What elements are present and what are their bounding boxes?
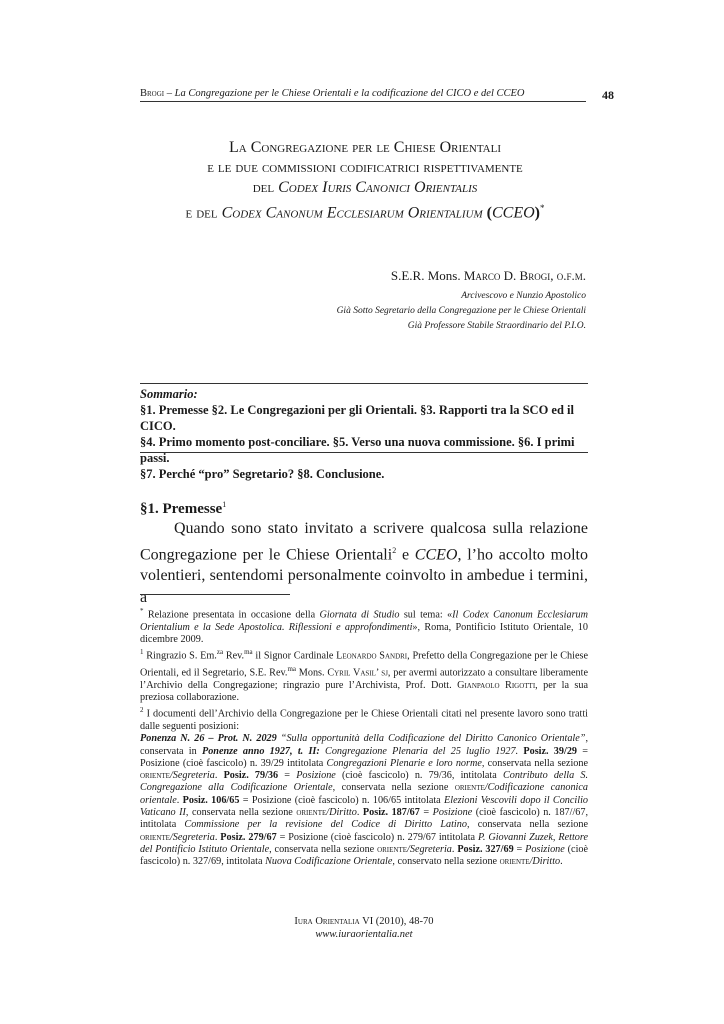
summary-label: Sommario: <box>140 387 198 401</box>
footnote-ref-2: 2 <box>392 545 397 555</box>
footer-url-text[interactable]: www.iuraorientalia.net <box>315 929 413 940</box>
fn-text: », Roma, Pontificio Istituto Orientale, 10 dicembre 2009. <box>140 621 588 645</box>
author-name: Marco D. Brogi <box>463 268 551 283</box>
title-line-2: e le due commissioni codificatrici rispettivamente <box>207 159 523 176</box>
fn-smallcaps: oriente <box>499 856 530 868</box>
fn-italic: /Segreteria <box>169 831 215 843</box>
fn-smallcaps: Leonardo Sandri <box>336 650 408 662</box>
fn-text: . <box>214 831 221 843</box>
fn-text: , conservata nella sezione <box>332 782 455 794</box>
fn-italic: Posizione <box>525 843 565 855</box>
author-order: , o.f.m. <box>550 268 586 283</box>
title-line-3-italic: Codex Iuris Canonici Orientalis <box>278 179 478 196</box>
footnote-1-mark: 1 <box>140 648 144 657</box>
title-abbreviation: CCEO <box>491 204 535 222</box>
fn-text: = Posizione (cioè fascicolo) n. 106/65 intitolata <box>239 794 445 806</box>
page-number: 48 <box>602 88 614 102</box>
fn-text: , conservata nella sezione <box>185 807 297 819</box>
fn-text: = Posizione (cioè fascicolo) n. 39/29 intitolata <box>140 745 589 769</box>
fn-italic: “Sulla opportunità della Codificazione del Diritto Canonico Orientale” <box>276 733 586 745</box>
fn-text: = <box>513 843 526 855</box>
title-line-4-prefix: e del <box>185 204 222 222</box>
footnote-2 <box>140 704 588 868</box>
running-header <box>140 88 614 102</box>
fn-text: il Signor Cardinale <box>252 650 337 662</box>
fn-text: (cioè fascicolo) n. 327/69, intitolata <box>140 843 589 868</box>
fn-text: , conservato nella sezione <box>392 856 500 868</box>
fn-text: . <box>356 807 363 819</box>
fn-italic: P. Giovanni Zuzek, Rettore del Pontificio Istituto Orientale <box>140 831 588 855</box>
summary-bottom-rule <box>140 452 588 453</box>
paragraph-1-text-c: , l’ho accolto molto volentieri, sentendomi personalmente coinvolto in ambedue i termini, a <box>140 545 588 606</box>
footnote-star <box>140 605 588 646</box>
fn-text: = <box>278 770 297 782</box>
fn-italic: /Diritto <box>529 856 561 868</box>
fn-text: , conservata nella sezione <box>269 843 378 855</box>
paragraph-1-italic: CCEO <box>414 545 458 563</box>
header-rule <box>140 101 586 102</box>
author-affiliation-3: Già Professore Stabile Straordinario del P.I.O. <box>407 321 586 331</box>
fn-text: (cioè fascicolo) n. 187//67, intitolata <box>140 807 589 831</box>
fn-text: sul tema: « <box>399 609 453 621</box>
fn-italic: Congregazioni Plenarie e loro norme, <box>326 757 485 769</box>
footnote-1 <box>140 646 588 704</box>
summary <box>140 386 590 482</box>
footnotes <box>140 605 588 869</box>
footnote-star-mark: * <box>140 607 144 615</box>
fn-italic: /Segreteria <box>407 843 452 855</box>
fn-text: (cioè fascicolo) n. 79/36, intitolata <box>335 770 503 782</box>
footer-journal: Iura Orientalia <box>294 916 360 927</box>
fn-text: , conservata nella sezione <box>466 819 588 831</box>
summary-line-2: §4. Primo momento post-conciliare. §5. Verso una nuova commissione. §6. I primi passi. <box>140 435 575 465</box>
article-title <box>110 138 620 223</box>
title-line-1: La Congregazione per le Chiese Orientali <box>229 139 501 156</box>
fn-bold: Ponenza N. 26 – Prot. N. 2029 <box>140 733 277 745</box>
title-line-4-italic: Codex Canonum Ecclesiarum Orientalium <box>221 204 483 222</box>
footer-url[interactable] <box>140 928 588 941</box>
summary-line-3: §7. Perché “pro” Segretario? §8. Conclusione. <box>140 467 385 481</box>
fn-text: Rev. <box>223 650 245 662</box>
fn-sup: ma <box>244 648 253 657</box>
author-affiliation-1: Arcivescovo e Nunzio Apostolico <box>461 291 586 301</box>
fn-text: = Posizione (cioè fascicolo) n. 279/67 intitolata <box>276 831 478 843</box>
fn-bold: Posiz. 79/36 <box>223 770 279 782</box>
title-line-3 <box>110 178 620 198</box>
fn-italic: Contributo della S. Congregazione alla Codificazione Orientale <box>140 770 589 794</box>
fn-smallcaps: oriente <box>140 770 170 782</box>
fn-bold: Ponenze anno 1927, t. II: <box>201 745 320 757</box>
fn-italic: /Codificazione canonica orientale <box>140 782 588 806</box>
fn-text: , per la sua preziosa collaborazione. <box>140 679 588 703</box>
section-footnote-ref: 1 <box>222 500 227 509</box>
fn-italic: Commissione per la revisione del Codice di Diritto Latino <box>184 819 467 831</box>
fn-text: Mons. <box>296 667 328 679</box>
fn-sup: za <box>216 648 224 657</box>
fn-smallcaps: oriente <box>296 807 327 819</box>
footnote-2-mark: 2 <box>140 706 144 715</box>
fn-text: , Prefetto della Congregazione per le Chiese Orientali, ed il Segretario, S.E. Rev. <box>140 650 588 679</box>
fn-bold: Posiz. 327/69 <box>457 843 514 855</box>
fn-text: Ringrazio S. Em. <box>143 650 217 662</box>
fn-bold: Posiz. 279/67 <box>220 831 277 843</box>
fn-smallcaps: Gianpaolo Rigotti <box>457 679 536 691</box>
title-line-3-prefix: del <box>252 179 279 196</box>
summary-top-rule <box>140 383 588 384</box>
fn-sup: ma <box>287 664 297 673</box>
fn-text: , conservata in <box>140 733 588 757</box>
fn-text: . <box>560 856 563 868</box>
fn-text: . <box>451 843 458 855</box>
title-paren-open: ( <box>482 204 492 222</box>
fn-italic: /Diritto <box>326 807 357 819</box>
fn-text: . <box>176 794 183 806</box>
fn-smallcaps: Cyril Vasil’ sj <box>327 667 388 679</box>
fn-text: = <box>419 807 433 819</box>
header-dash: – <box>164 88 175 99</box>
fn-italic: Posizione <box>296 770 336 782</box>
fn-italic: Giornata di Studio <box>319 609 400 621</box>
fn-italic: Il Codex Canonum Ecclesiarum Orientalium e la Sede Apostolica. Riflessioni e approfondimenti <box>140 609 588 633</box>
fn-bold: Posiz. 187/67 <box>362 807 420 819</box>
fn-italic: Nuova Codificazione Orientale <box>265 856 393 868</box>
fn-smallcaps: oriente <box>454 782 485 794</box>
paragraph-1-text-b: e <box>396 545 415 563</box>
header-running-title: La Congregazione per le Chiese Orientali e la codificazione del CICO e del CCEO <box>174 88 525 99</box>
fn-bold: Posiz. 39/29 <box>523 745 578 757</box>
section-heading-text: §1. Premesse <box>140 501 223 517</box>
fn-italic: /Segreteria <box>169 770 215 782</box>
fn-text: Relazione presentata in occasione della <box>143 609 320 621</box>
author-affiliation-2: Già Sotto Segretario della Congregazione per le Chiese Orientali <box>336 306 586 316</box>
summary-line-1: §1. Premesse §2. Le Congregazioni per gli Orientali. §3. Rapporti tra la SCO ed il CICO. <box>140 403 574 433</box>
fn-italic: Elezioni Vescovili dopo il Concilio Vaticano II <box>140 794 588 819</box>
title-footnote-mark: * <box>539 203 545 213</box>
author-line <box>391 268 586 284</box>
fn-italic: Congregazione Plenaria del 25 luglio 1927. <box>319 745 519 757</box>
title-paren-close: ) <box>534 204 540 222</box>
section-heading <box>140 500 226 518</box>
fn-text: , per avermi autorizzato a consultare liberamente l’Archivio della Congregazione; ringrazio pure l’Archivista, Prof. Dott. <box>140 667 588 691</box>
page-footer <box>140 915 588 941</box>
fn-smallcaps: oriente <box>140 831 170 843</box>
header-author: Brogi <box>140 88 165 99</box>
fn-bold: Posiz. 106/65 <box>182 794 240 806</box>
footer-volume: VI (2010), 48-70 <box>359 916 434 927</box>
footnote-rule <box>140 594 290 595</box>
author-prefix: S.E.R. Mons. <box>390 268 464 283</box>
fn-smallcaps: oriente <box>377 843 408 855</box>
title-line-4 <box>110 198 620 223</box>
fn-text: conservata nella sezione <box>484 757 588 769</box>
fn-text: . <box>214 770 224 782</box>
paragraph-1-text-a: Quando sono stato invitato a scrivere qualcosa sulla relazione Congregazione per le Chiese Orientali <box>140 520 588 563</box>
fn-italic: Posizione <box>432 807 473 819</box>
footer-citation <box>140 915 588 928</box>
fn-text: I documenti dell’Archivio della Congregazione per le Chiese Orientali citati nel presente lavoro sono tratti dalle seguenti posizioni: <box>140 708 588 732</box>
